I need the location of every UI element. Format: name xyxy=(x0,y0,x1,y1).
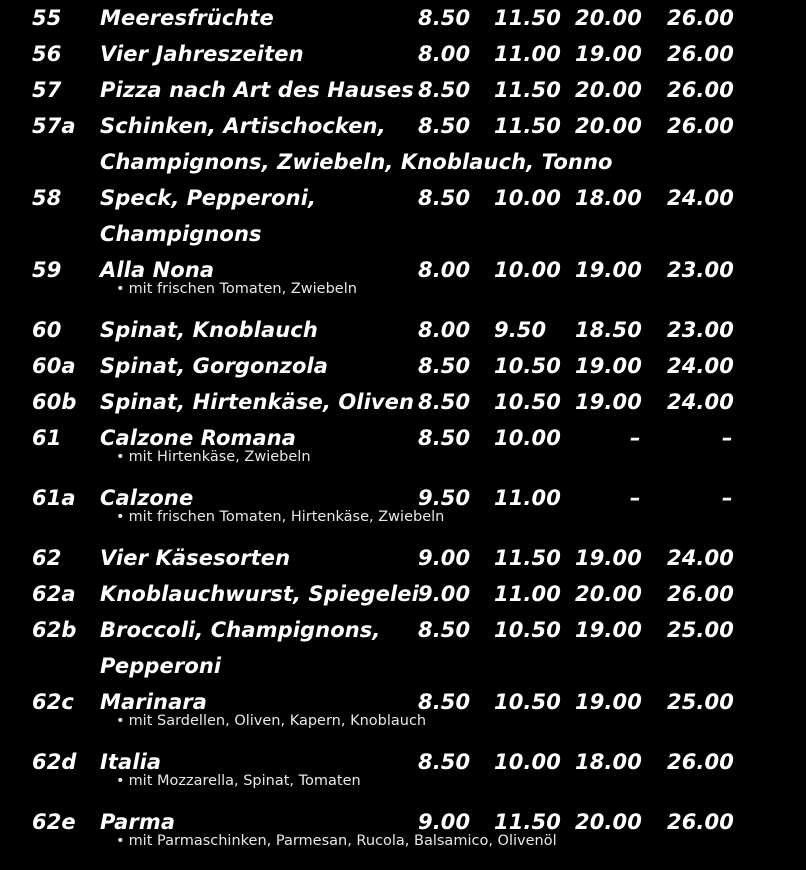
item-name: Spinat, Knoblauch xyxy=(100,318,318,342)
item-number: 62b xyxy=(32,618,77,642)
item-price-size-3: – xyxy=(630,426,641,450)
bullet-icon: • xyxy=(116,773,125,789)
item-price-size-3: 20.00 xyxy=(575,582,642,606)
item-number: 62e xyxy=(32,810,76,834)
item-price-size-1: 9.00 xyxy=(418,810,471,834)
item-number: 57a xyxy=(32,114,76,138)
item-name: Pizza nach Art des Hauses xyxy=(100,78,414,102)
item-price-size-2: 11.00 xyxy=(494,486,561,510)
menu-item-row-continued xyxy=(0,648,806,684)
item-price-size-2: 10.50 xyxy=(494,618,561,642)
item-name: Spinat, Gorgonzola xyxy=(100,354,329,378)
item-price-size-3: 18.00 xyxy=(575,186,642,210)
item-price-size-2: 10.00 xyxy=(494,258,561,282)
item-price-size-4: 26.00 xyxy=(667,582,734,606)
bullet-icon: • xyxy=(116,713,125,729)
menu-item xyxy=(0,72,806,108)
item-description xyxy=(0,450,806,474)
item-number: 60 xyxy=(32,318,62,342)
item-price-size-2: 11.00 xyxy=(494,582,561,606)
menu-item-row xyxy=(0,612,806,648)
item-number: 60b xyxy=(32,390,77,414)
menu-item xyxy=(0,612,806,684)
menu-item-row xyxy=(0,108,806,144)
menu-item xyxy=(0,540,806,576)
item-price-size-2: 9.50 xyxy=(494,318,547,342)
item-price-size-3: 19.00 xyxy=(575,690,642,714)
item-description-text: mit Parmaschinken, Parmesan, Rucola, Balsamico, Olivenöl xyxy=(128,833,557,849)
item-price-size-2: 10.00 xyxy=(494,750,561,774)
item-price-size-1: 8.50 xyxy=(418,6,471,30)
item-name: Broccoli, Champignons, xyxy=(100,618,381,642)
item-name-continued: Pepperoni xyxy=(100,654,222,678)
item-price-size-4: 25.00 xyxy=(667,618,734,642)
item-price-size-4: 26.00 xyxy=(667,6,734,30)
item-price-size-4: – xyxy=(722,486,733,510)
item-price-size-3: – xyxy=(630,486,641,510)
item-price-size-2: 10.00 xyxy=(494,426,561,450)
item-price-size-1: 8.50 xyxy=(418,186,471,210)
item-number: 62 xyxy=(32,546,62,570)
item-number: 56 xyxy=(32,42,62,66)
item-name: Calzone xyxy=(100,486,194,510)
item-name: Marinara xyxy=(100,690,208,714)
menu-item xyxy=(0,384,806,420)
item-price-size-2: 11.50 xyxy=(494,6,561,30)
item-number: 55 xyxy=(32,6,62,30)
item-number: 59 xyxy=(32,258,62,282)
item-number: 58 xyxy=(32,186,62,210)
item-number: 60a xyxy=(32,354,76,378)
menu-item-row xyxy=(0,384,806,420)
item-price-size-4: 26.00 xyxy=(667,78,734,102)
item-name: Spinat, Hirtenkäse, Oliven xyxy=(100,390,415,414)
item-name: Knoblauchwurst, Spiegelei xyxy=(100,582,419,606)
item-price-size-3: 19.00 xyxy=(575,354,642,378)
item-price-size-1: 8.00 xyxy=(418,318,471,342)
item-price-size-4: 26.00 xyxy=(667,114,734,138)
item-price-size-4: 25.00 xyxy=(667,690,734,714)
item-description xyxy=(0,510,806,534)
item-price-size-1: 8.50 xyxy=(418,426,471,450)
item-price-size-4: – xyxy=(722,426,733,450)
item-price-size-3: 20.00 xyxy=(575,810,642,834)
item-price-size-3: 19.00 xyxy=(575,390,642,414)
item-price-size-4: 24.00 xyxy=(667,546,734,570)
item-price-size-1: 8.50 xyxy=(418,618,471,642)
item-price-size-1: 8.00 xyxy=(418,258,471,282)
menu-item xyxy=(0,36,806,72)
item-number: 62a xyxy=(32,582,76,606)
item-name: Meeresfrüchte xyxy=(100,6,274,30)
menu-item xyxy=(0,744,806,804)
item-description xyxy=(0,282,806,306)
menu-item xyxy=(0,348,806,384)
menu-item xyxy=(0,480,806,540)
item-description xyxy=(0,834,806,858)
item-price-size-1: 8.50 xyxy=(418,390,471,414)
item-name-continued: Champignons xyxy=(100,222,262,246)
menu-item xyxy=(0,108,806,180)
bullet-icon: • xyxy=(116,833,125,849)
item-price-size-3: 19.00 xyxy=(575,42,642,66)
menu-item xyxy=(0,312,806,348)
item-name: Vier Jahreszeiten xyxy=(100,42,304,66)
item-description xyxy=(0,714,806,738)
item-description-text: mit frischen Tomaten, Zwiebeln xyxy=(128,281,357,297)
item-price-size-2: 11.50 xyxy=(494,546,561,570)
item-name: Speck, Pepperoni, xyxy=(100,186,317,210)
item-name: Parma xyxy=(100,810,176,834)
menu-item-row-continued xyxy=(0,216,806,252)
item-price-size-1: 8.50 xyxy=(418,354,471,378)
item-description-text: mit Sardellen, Oliven, Kapern, Knoblauch xyxy=(128,713,427,729)
menu-item xyxy=(0,0,806,36)
menu-item xyxy=(0,180,806,252)
item-price-size-3: 19.00 xyxy=(575,618,642,642)
item-price-size-4: 26.00 xyxy=(667,42,734,66)
item-price-size-2: 10.50 xyxy=(494,390,561,414)
item-description-text: mit Hirtenkäse, Zwiebeln xyxy=(128,449,311,465)
item-price-size-4: 23.00 xyxy=(667,258,734,282)
item-price-size-3: 20.00 xyxy=(575,114,642,138)
menu-item xyxy=(0,420,806,480)
menu-item-row xyxy=(0,72,806,108)
item-description-text: mit Mozzarella, Spinat, Tomaten xyxy=(128,773,361,789)
item-price-size-1: 9.50 xyxy=(418,486,471,510)
item-price-size-2: 11.50 xyxy=(494,78,561,102)
item-price-size-4: 24.00 xyxy=(667,186,734,210)
item-price-size-3: 20.00 xyxy=(575,78,642,102)
item-price-size-2: 11.00 xyxy=(494,42,561,66)
menu-item-row xyxy=(0,312,806,348)
menu-item-row xyxy=(0,36,806,72)
item-name: Schinken, Artischocken, xyxy=(100,114,386,138)
menu-item xyxy=(0,804,806,864)
item-price-size-4: 26.00 xyxy=(667,810,734,834)
menu-item-row xyxy=(0,0,806,36)
menu-item xyxy=(0,576,806,612)
item-price-size-4: 24.00 xyxy=(667,390,734,414)
item-price-size-3: 19.00 xyxy=(575,546,642,570)
bullet-icon: • xyxy=(116,281,125,297)
item-number: 61a xyxy=(32,486,76,510)
item-name: Vier Käsesorten xyxy=(100,546,291,570)
item-name: Calzone Romana xyxy=(100,426,297,450)
item-price-size-2: 10.00 xyxy=(494,186,561,210)
item-number: 61 xyxy=(32,426,62,450)
item-price-size-1: 8.50 xyxy=(418,78,471,102)
item-price-size-2: 11.50 xyxy=(494,810,561,834)
item-price-size-2: 11.50 xyxy=(494,114,561,138)
item-description xyxy=(0,774,806,798)
menu-item-row-continued xyxy=(0,144,806,180)
item-name: Alla Nona xyxy=(100,258,215,282)
bullet-icon: • xyxy=(116,509,125,525)
item-price-size-3: 20.00 xyxy=(575,6,642,30)
item-price-size-2: 10.50 xyxy=(494,690,561,714)
menu-item xyxy=(0,684,806,744)
item-number: 57 xyxy=(32,78,62,102)
item-price-size-1: 9.00 xyxy=(418,582,471,606)
item-price-size-1: 8.00 xyxy=(418,42,471,66)
item-price-size-3: 19.00 xyxy=(575,258,642,282)
item-name-continued: Champignons, Zwiebeln, Knoblauch, Tonno xyxy=(100,150,613,174)
item-price-size-4: 23.00 xyxy=(667,318,734,342)
menu-item-row xyxy=(0,180,806,216)
item-description-text: mit frischen Tomaten, Hirtenkäse, Zwiebeln xyxy=(128,509,445,525)
item-price-size-3: 18.50 xyxy=(575,318,642,342)
item-number: 62c xyxy=(32,690,74,714)
item-price-size-1: 8.50 xyxy=(418,690,471,714)
item-price-size-4: 24.00 xyxy=(667,354,734,378)
item-price-size-1: 9.00 xyxy=(418,546,471,570)
item-price-size-3: 18.00 xyxy=(575,750,642,774)
menu-item-row xyxy=(0,540,806,576)
menu-item xyxy=(0,252,806,312)
item-price-size-1: 8.50 xyxy=(418,750,471,774)
menu-item-row xyxy=(0,348,806,384)
item-number: 62d xyxy=(32,750,77,774)
item-price-size-4: 26.00 xyxy=(667,750,734,774)
item-price-size-1: 8.50 xyxy=(418,114,471,138)
bullet-icon: • xyxy=(116,449,125,465)
item-price-size-2: 10.50 xyxy=(494,354,561,378)
menu-item-row xyxy=(0,576,806,612)
item-name: Italia xyxy=(100,750,162,774)
